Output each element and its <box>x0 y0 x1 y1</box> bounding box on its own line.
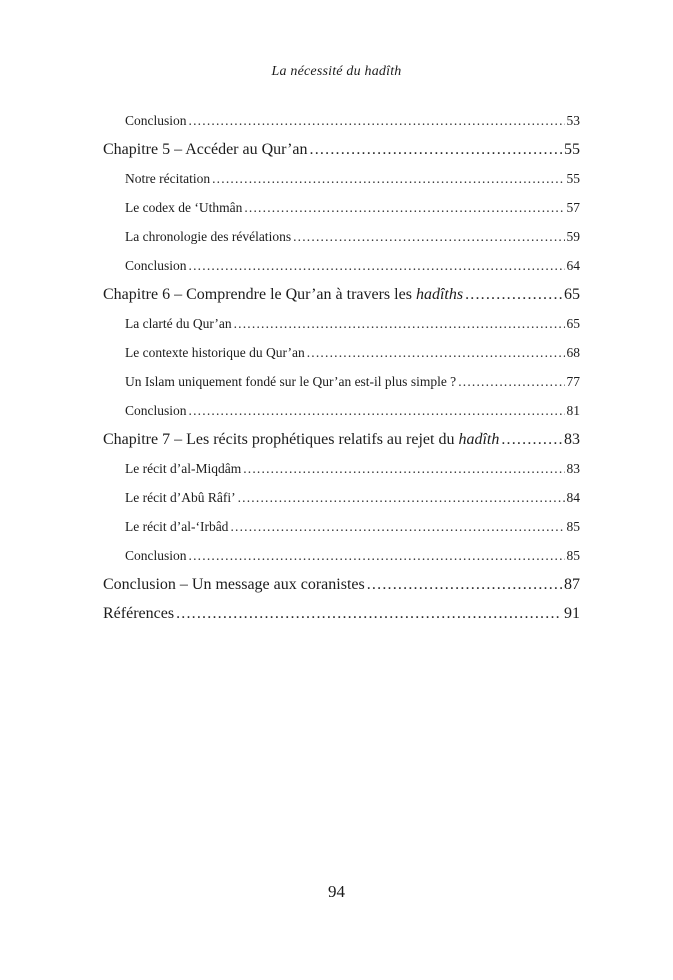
page-number: 94 <box>328 882 345 901</box>
toc-entry <box>103 222 580 251</box>
toc-entry-title: Conclusion <box>125 258 187 273</box>
toc-entry <box>103 251 580 280</box>
toc-chapter <box>103 425 580 454</box>
toc-entry-page: 68 <box>566 345 580 360</box>
dot-leader <box>458 367 564 396</box>
toc-entry-title: Conclusion <box>125 548 187 563</box>
toc-chapter-title: Références <box>103 605 175 622</box>
toc-entry-page: 83 <box>566 461 580 476</box>
toc-entry <box>103 193 580 222</box>
dot-leader <box>189 106 565 135</box>
toc-entry-title: La chronologie des révélations <box>125 229 292 244</box>
toc-chapter-title <box>103 425 499 454</box>
toc-entry-title: Le codex de ‘Uthmân <box>125 200 243 215</box>
toc-entry-page: 85 <box>566 519 580 534</box>
toc-entry <box>103 309 580 338</box>
dot-leader <box>189 541 565 570</box>
toc-entry-title: Le récit d’al-Miqdâm <box>125 461 242 476</box>
toc-entry-page: 53 <box>566 113 580 128</box>
toc-chapter-page: 91 <box>564 605 580 622</box>
dot-leader <box>238 483 565 512</box>
toc-entry-title: Conclusion <box>125 113 187 128</box>
toc-entry-title: Le récit d’Abû Râfi’ <box>125 490 236 505</box>
toc-chapter <box>103 280 580 309</box>
dot-leader <box>244 193 564 222</box>
dot-leader <box>293 222 564 251</box>
dot-leader <box>230 512 564 541</box>
toc-entry-page: 81 <box>566 403 580 418</box>
dot-leader <box>465 280 562 309</box>
toc-entry-page: 55 <box>566 171 580 186</box>
toc-entry-page: 85 <box>566 548 580 563</box>
toc-chapter-title-italic: hadîths <box>415 286 464 303</box>
toc-entry <box>103 164 580 193</box>
toc-entry <box>103 396 580 425</box>
toc-entry <box>103 338 580 367</box>
toc-entry <box>103 541 580 570</box>
toc-entry-title: La clarté du Qur’an <box>125 316 232 331</box>
toc-chapter-title-italic: hadîth <box>458 431 500 448</box>
toc-chapter-page: 87 <box>564 576 580 593</box>
toc-entry <box>103 106 580 135</box>
toc-entry-page: 64 <box>566 258 580 273</box>
toc-chapter <box>103 599 580 628</box>
toc-chapter <box>103 135 580 164</box>
running-header: La nécessité du hadîth <box>271 64 402 79</box>
toc-entry-title: Le contexte historique du Qur’an <box>125 345 305 360</box>
toc-entry <box>103 512 580 541</box>
dot-leader <box>307 338 565 367</box>
table-of-contents <box>103 106 580 628</box>
toc-entry-page: 59 <box>566 229 580 244</box>
dot-leader <box>189 251 565 280</box>
toc-chapter <box>103 570 580 599</box>
toc-entry-title: Un Islam uniquement fondé sur le Qur’an est-il plus simple ? <box>125 374 457 389</box>
toc-chapter-title: Chapitre 5 – Accéder au Qur’an <box>103 141 308 158</box>
toc-chapter-page: 65 <box>564 286 580 303</box>
dot-leader <box>243 454 564 483</box>
toc-chapter-title <box>103 280 463 309</box>
dot-leader <box>189 396 565 425</box>
toc-entry-title: Le récit d’al-‘Irbâd <box>125 519 229 534</box>
toc-entry-page: 57 <box>566 200 580 215</box>
toc-entry-title: Notre récitation <box>125 171 211 186</box>
dot-leader <box>176 599 562 628</box>
toc-chapter-page: 55 <box>564 141 580 158</box>
toc-entry <box>103 483 580 512</box>
dot-leader <box>212 164 564 193</box>
toc-chapter-title-text: Chapitre 6 – Comprendre le Qur’an à travers les <box>103 286 416 303</box>
toc-chapter-title-text: Chapitre 7 – Les récits prophétiques relatifs au rejet du <box>103 431 459 448</box>
toc-entry-title: Conclusion <box>125 403 187 418</box>
toc-entry-page: 84 <box>566 490 580 505</box>
dot-leader <box>367 570 562 599</box>
dot-leader <box>501 425 562 454</box>
toc-entry-page: 65 <box>566 316 580 331</box>
dot-leader <box>310 135 562 164</box>
toc-chapter-page: 83 <box>564 431 580 448</box>
toc-entry <box>103 367 580 396</box>
toc-entry <box>103 454 580 483</box>
toc-chapter-title: Conclusion – Un message aux coranistes <box>103 576 365 593</box>
dot-leader <box>234 309 565 338</box>
toc-entry-page: 77 <box>566 374 580 389</box>
